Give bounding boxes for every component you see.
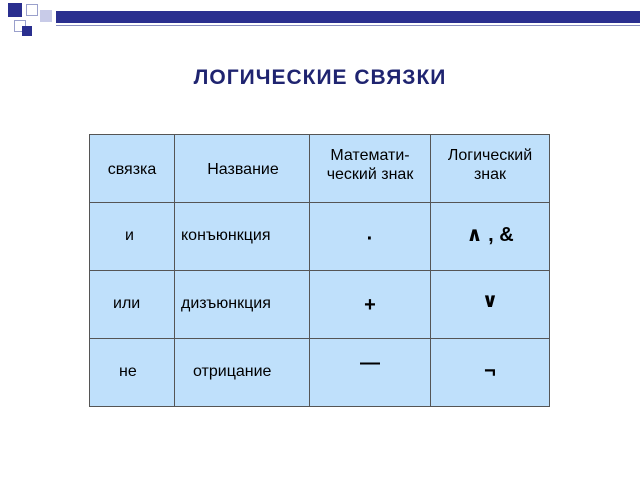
header-bar bbox=[56, 11, 640, 23]
row-3-connective: не bbox=[119, 363, 137, 380]
row-3-math: — bbox=[360, 352, 380, 374]
row-3-logic: ¬ bbox=[484, 360, 496, 382]
row-3-name: отрицание bbox=[193, 363, 272, 380]
corner-decoration bbox=[0, 0, 60, 40]
page-title: ЛОГИЧЕСКИЕ СВЯЗКИ bbox=[193, 66, 447, 89]
connectives-table bbox=[89, 134, 550, 407]
header-name: Название bbox=[207, 161, 279, 178]
row-2-connective: или bbox=[113, 295, 141, 312]
row-1-logic: ∧ , & bbox=[466, 224, 514, 246]
row-1-name: конъюнкция bbox=[181, 227, 271, 244]
header-connective: связка bbox=[107, 161, 157, 178]
row-1-math: · bbox=[366, 228, 374, 250]
row-2-name: дизъюнкция bbox=[181, 295, 271, 312]
row-2-logic: ∨ bbox=[481, 290, 499, 312]
header-line bbox=[56, 25, 640, 26]
header-logic-sign: Логический знак bbox=[447, 147, 533, 183]
row-2-math: + bbox=[364, 294, 376, 316]
header-math-sign: Математи- ческий знак bbox=[326, 147, 414, 183]
row-1-connective: и bbox=[125, 227, 134, 244]
